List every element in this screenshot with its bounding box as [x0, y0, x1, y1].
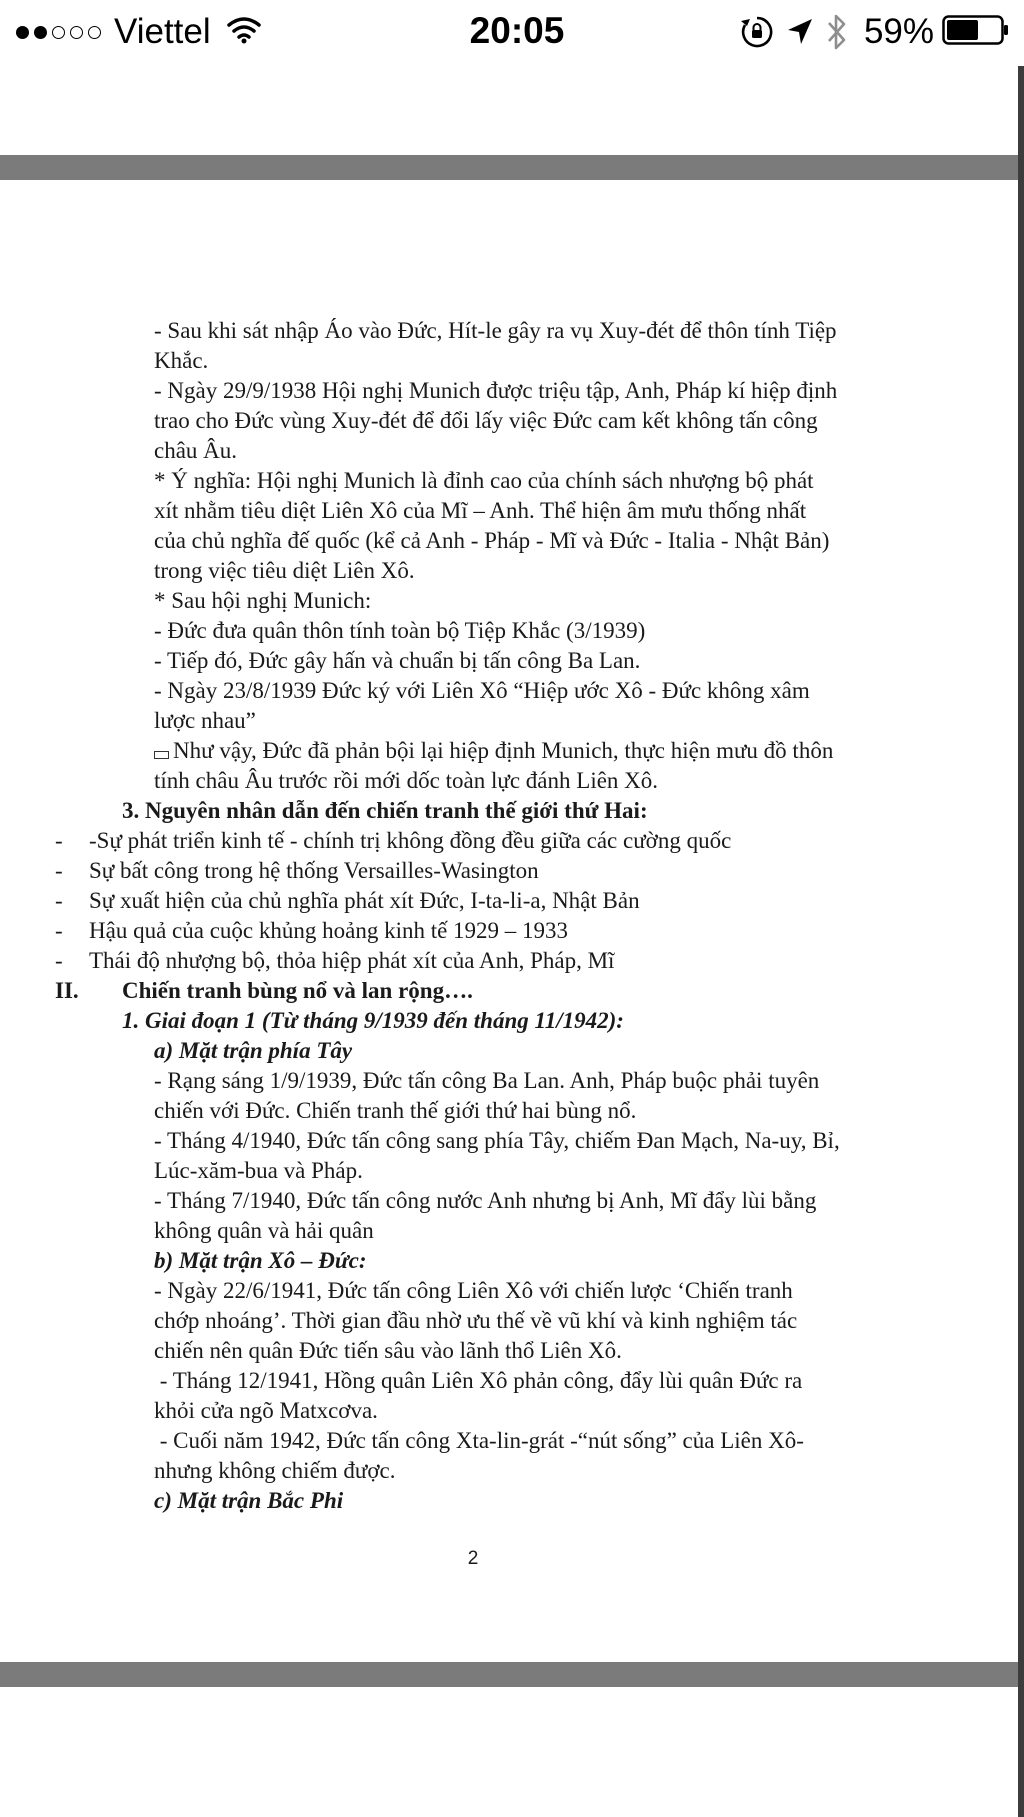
battery-fill — [947, 20, 978, 40]
cause-item: Sự xuất hiện của chủ nghĩa phát xít Đức, I-ta-li-a, Nhật Bản — [89, 888, 640, 913]
section-number: II. — [55, 978, 79, 1003]
bluetooth-icon — [826, 13, 848, 51]
text-line: - Ngày 29/9/1938 Hội nghị Munich được triệu tập, Anh, Pháp kí hiệp định — [154, 378, 838, 403]
text-line: - Cuối năm 1942, Đức tấn công Xta-lin-grát -“nút sống” của Liên Xô- — [154, 1428, 804, 1453]
text-line: lược nhau” — [154, 708, 256, 733]
status-right — [728, 12, 1010, 52]
text-line: nhưng không chiếm được. — [154, 1458, 396, 1483]
text-line: - Sau khi sát nhập Áo vào Đức, Hít-le gây ra vụ Xuy-đét để thôn tính Tiệp — [154, 318, 837, 343]
cause-item: Thái độ nhượng bộ, thỏa hiệp phát xít của Anh, Pháp, Mĩ — [89, 948, 615, 973]
carrier-name: Viettel — [114, 12, 211, 51]
text-line: không quân và hải quân — [154, 1218, 374, 1243]
battery-icon — [942, 15, 1010, 50]
text-line: - Tháng 12/1941, Hồng quân Liên Xô phản công, đẩy lùi quân Đức ra — [154, 1368, 803, 1393]
rotation-lock-icon — [740, 15, 774, 49]
cause-item: Hậu quả của cuộc khủng hoảng kinh tế 1929 – 1933 — [89, 918, 569, 943]
stage-heading: 1. Giai đoạn 1 (Từ tháng 9/1939 đến tháng 11/1942): — [122, 1008, 624, 1033]
subheading-north-africa-front: c) Mặt trận Bắc Phi — [154, 1488, 344, 1513]
text-line: - Tháng 4/1940, Đức tấn công sang phía Tây, chiếm Đan Mạch, Na-uy, Bỉ, — [154, 1128, 840, 1153]
text-line: chiến với Đức. Chiến tranh thế giới thứ hai bùng nổ. — [154, 1098, 637, 1123]
cause-item: Sự bất công trong hệ thống Versailles-Wasington — [89, 858, 539, 883]
text-line: chớp nhoáng’. Thời gian đầu nhờ ưu thế về vũ khí và kinh nghiệm tác — [154, 1308, 798, 1333]
text-line: * Sau hội nghị Munich: — [154, 588, 372, 613]
page-separator — [0, 155, 1024, 180]
text-line: Lúc-xăm-bua và Pháp. — [154, 1158, 363, 1183]
bullet-marker: - — [55, 948, 63, 973]
subheading-soviet-german-front: b) Mặt trận Xô – Đức: — [154, 1248, 367, 1273]
page-number: 2 — [467, 1548, 479, 1569]
text-line: - Đức đưa quân thôn tính toàn bộ Tiệp Khắc (3/1939) — [154, 618, 646, 643]
text-line: * Ý nghĩa: Hội nghị Munich là đỉnh cao của chính sách nhượng bộ phát — [154, 468, 814, 493]
text-line: - Tiếp đó, Đức gây hấn và chuẩn bị tấn công Ba Lan. — [154, 648, 641, 673]
text-line: trong việc tiêu diệt Liên Xô. — [154, 558, 415, 583]
text-line-content: Như vậy, Đức đã phản bội lại hiệp định Munich, thực hiện mưu đồ thôn — [173, 738, 834, 763]
clock: 20:05 — [469, 10, 565, 51]
symbol-glyph-icon — [154, 751, 169, 759]
text-line: của chủ nghĩa đế quốc (kể cả Anh - Pháp - Mĩ và Đức - Italia - Nhật Bản) — [154, 528, 830, 553]
text-line: khỏi cửa ngõ Matxcơva. — [154, 1398, 378, 1423]
text-line: - Ngày 22/6/1941, Đức tấn công Liên Xô với chiến lược ‘Chiến tranh — [154, 1278, 793, 1303]
text-line — [154, 736, 833, 766]
text-line: - Tháng 7/1940, Đức tấn công nước Anh nhưng bị Anh, Mĩ đẩy lùi bằng — [154, 1188, 817, 1213]
text-line: - Ngày 23/8/1939 Đức ký với Liên Xô “Hiệp ước Xô - Đức không xâm — [154, 678, 810, 703]
text-line: trao cho Đức vùng Xuy-đét để đổi lấy việc Đức cam kết không tấn công — [154, 408, 818, 433]
bullet-marker: - — [55, 858, 63, 883]
text-line: chiến nên quân Đức tiến sâu vào lãnh thổ Liên Xô. — [154, 1338, 622, 1363]
previous-page-bottom — [0, 66, 1020, 155]
text-line: Khắc. — [154, 348, 209, 373]
battery-percentage: 59% — [863, 12, 934, 51]
section-title: Chiến tranh bùng nổ và lan rộng…. — [122, 978, 473, 1003]
bullet-marker: - — [55, 828, 63, 853]
location-arrow-icon — [786, 17, 814, 47]
heading-causes: 3. Nguyên nhân dẫn đến chiến tranh thế giới thứ Hai: — [122, 798, 648, 823]
text-line: - Rạng sáng 1/9/1939, Đức tấn công Ba Lan. Anh, Pháp buộc phải tuyên — [154, 1068, 820, 1093]
document-page[interactable] — [0, 180, 1018, 1662]
cause-item: -Sự phát triển kinh tế - chính trị không đồng đều giữa các cường quốc — [89, 828, 732, 853]
text-line: tính châu Âu trước rồi mới dốc toàn lực đánh Liên Xô. — [154, 768, 659, 793]
text-line: châu Âu. — [154, 438, 238, 463]
next-page-top — [0, 1687, 1018, 1817]
bullet-marker: - — [55, 888, 63, 913]
status-bar — [0, 0, 1024, 66]
page-edge-shadow — [1018, 66, 1024, 1817]
bullet-marker: - — [55, 918, 63, 943]
page-separator — [0, 1662, 1024, 1687]
text-line: xít nhằm tiêu diệt Liên Xô của Mĩ – Anh. Thể hiện âm mưu thống nhất — [154, 498, 807, 523]
subheading-west-front: a) Mặt trận phía Tây — [154, 1038, 353, 1063]
